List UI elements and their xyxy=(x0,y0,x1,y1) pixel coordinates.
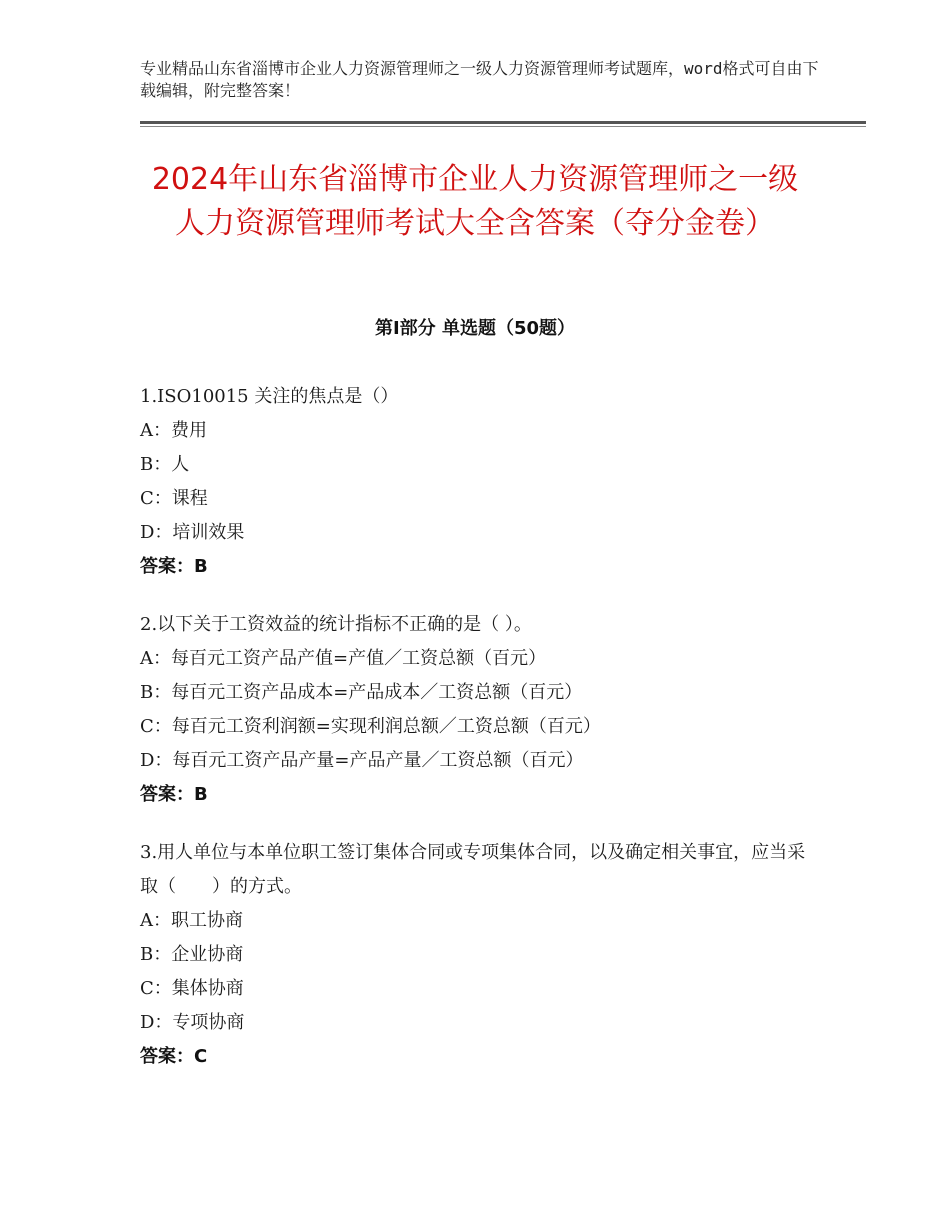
option-d: D：每百元工资产品产量=产品产量／工资总额（百元） xyxy=(140,750,584,771)
question-stem: 1.ISO10015 关注的焦点是（） xyxy=(140,386,399,407)
answer-label: 答案：C xyxy=(140,1046,208,1067)
question-1 xyxy=(140,380,820,584)
section-title: 第Ⅰ部分 单选题（50题） xyxy=(374,318,575,339)
option-c: C：每百元工资利润额=实现利润总额／工资总额（百元） xyxy=(140,716,601,737)
option-b: B：企业协商 xyxy=(140,944,244,965)
answer-label: 答案：B xyxy=(140,784,208,805)
option-d: D：专项协商 xyxy=(140,1012,245,1033)
option-a: A：职工协商 xyxy=(140,910,243,931)
question-2 xyxy=(140,608,820,812)
option-a: A：每百元工资产品产值=产值／工资总额（百元） xyxy=(140,648,547,669)
option-c: C：集体协商 xyxy=(140,978,244,999)
option-b: B：人 xyxy=(140,454,190,475)
document-title: 2024年山东省淄博市企业人力资源管理师之一级人力资源管理师考试大全含答案（夺分金卷） xyxy=(151,162,799,241)
header-rule-thick xyxy=(140,121,866,124)
header-note: 专业精品山东省淄博市企业人力资源管理师之一级人力资源管理师考试题库，word格式可自由下载编辑，附完整答案！ xyxy=(140,59,819,100)
header-rule-thin xyxy=(140,126,866,127)
question-3 xyxy=(140,836,820,1074)
option-b: B：每百元工资产品成本=产品成本／工资总额（百元） xyxy=(140,682,583,703)
question-stem: 2.以下关于工资效益的统计指标不正确的是（ ）。 xyxy=(140,614,532,635)
option-d: D：培训效果 xyxy=(140,522,245,543)
option-c: C：课程 xyxy=(140,488,208,509)
answer-label: 答案：B xyxy=(140,556,208,577)
question-list xyxy=(140,380,820,1098)
option-a: A：费用 xyxy=(140,420,207,441)
question-stem: 3.用人单位与本单位职工签订集体合同或专项集体合同，以及确定相关事宜，应当采取（ ）的方式。 xyxy=(140,842,806,897)
